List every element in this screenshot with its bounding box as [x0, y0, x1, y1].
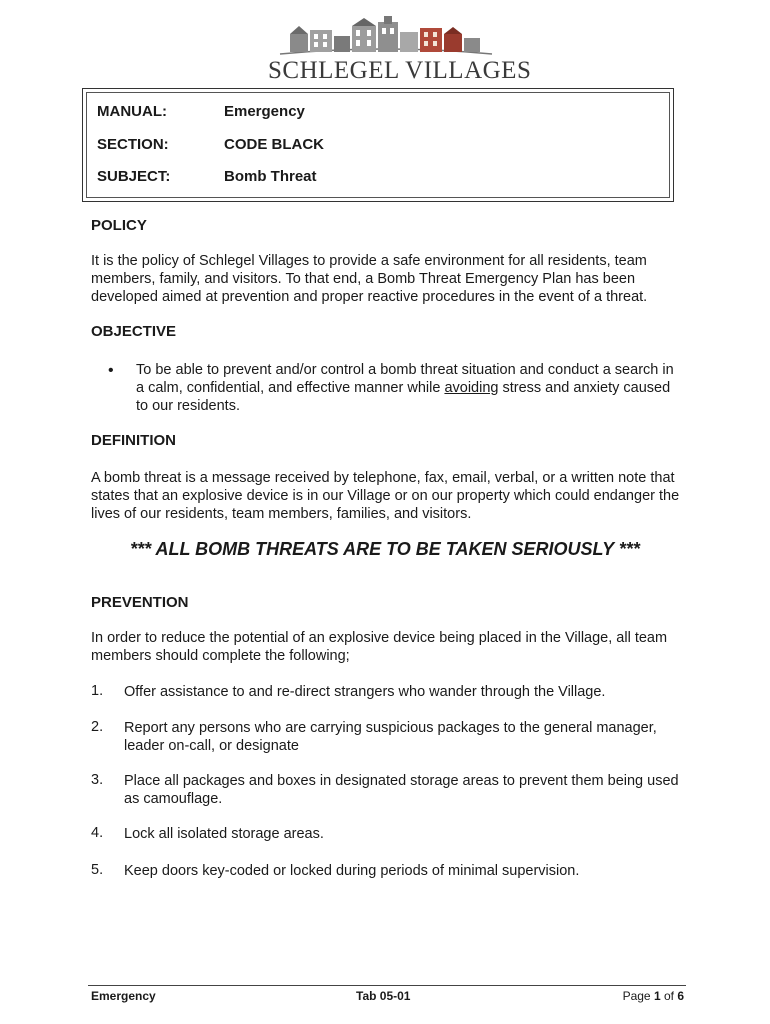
subject-label: SUBJECT:	[97, 168, 171, 185]
policy-heading: POLICY	[91, 217, 147, 234]
policy-text: It is the policy of Schlegel Villages to provide a safe environment for all residents, team members, family, and visitors. To that end, a Bomb Threat Emergency Plan has been developed aimed at prevention and proper reactive procedures in the event of a threat.	[91, 253, 648, 305]
footer-tab: Tab 05-01	[356, 989, 411, 1003]
manual-row	[97, 103, 305, 120]
village-buildings-icon	[268, 14, 504, 60]
footer-page-number: Page 1 of 6	[622, 989, 684, 1003]
schlegel-villages-logo	[268, 14, 532, 84]
objective-heading: OBJECTIVE	[91, 323, 177, 340]
list-item: Lock all isolated storage areas.	[124, 826, 324, 842]
definition-heading: DEFINITION	[91, 432, 176, 449]
list-item-number: 2.	[91, 719, 104, 735]
subject-value: Bomb Threat	[224, 168, 317, 185]
objective-text: To be able to prevent and/or control a bomb threat situation and conduct a search in a calm, confidential, and effective manner while avoiding stress and anxiety caused to our residents.	[136, 362, 674, 414]
manual-label: MANUAL:	[97, 103, 167, 120]
manual-value: Emergency	[224, 103, 305, 120]
list-item: Place all packages and boxes in designated storage areas to prevent them being used as camouflage.	[124, 773, 679, 807]
bullet-icon: •	[108, 362, 114, 379]
underlined-word: avoiding	[444, 380, 499, 396]
logo-wordmark: SCHLEGEL VILLAGES	[268, 57, 532, 84]
prevention-heading: PREVENTION	[91, 594, 189, 611]
list-item-number: 5.	[91, 862, 104, 878]
list-item: Offer assistance to and re-direct strangers who wander through the Village.	[124, 684, 606, 700]
list-item-number: 1.	[91, 683, 104, 699]
list-item: Keep doors key-coded or locked during periods of minimal supervision.	[124, 863, 580, 879]
section-value: CODE BLACK	[224, 136, 324, 153]
warning-banner: *** ALL BOMB THREATS ARE TO BE TAKEN SERIOUSLY ***	[130, 539, 640, 559]
list-item-number: 3.	[91, 772, 104, 788]
section-label: SECTION:	[97, 136, 169, 153]
definition-text: A bomb threat is a message received by telephone, fax, email, verbal, or a written note that states that an explosive device is in our Village or on our property which could endanger the lives of our residents, team members, families, and visitors.	[91, 470, 680, 522]
section-row	[97, 136, 324, 153]
subject-row	[97, 168, 317, 185]
footer-manual: Emergency	[91, 989, 156, 1003]
prevention-intro: In order to reduce the potential of an explosive device being placed in the Village, all team members should complete the following;	[91, 630, 668, 664]
document-header-box	[82, 88, 674, 202]
list-item: Report any persons who are carrying suspicious packages to the general manager, leader on-call, or designate	[124, 720, 657, 754]
list-item-number: 4.	[91, 825, 104, 841]
footer-divider	[88, 985, 686, 986]
